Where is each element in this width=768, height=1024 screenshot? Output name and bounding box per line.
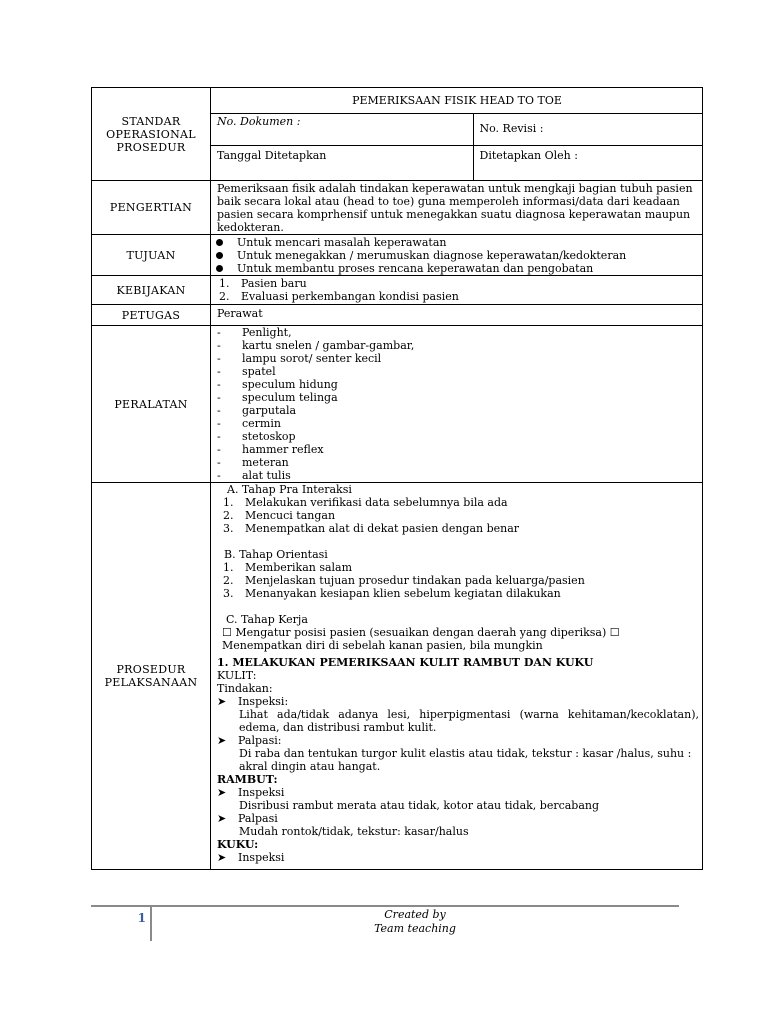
list-item: 1. Pasien baru — [219, 277, 307, 290]
peralatan-label: PERALATAN — [92, 326, 211, 483]
list-item: - speculum telinga — [217, 391, 338, 404]
bullet-icon — [216, 265, 223, 272]
inspeksi-text: Lihat ada/tidak adanya lesi, hiperpigmentasi (warna kehitaman/kecoklatan), edema, dan distribusi rambut kulit. — [239, 708, 699, 734]
document-title: PEMERIKSAAN FISIK HEAD TO TOE — [211, 88, 703, 114]
list-item: 3. Menanyakan kesiapan klien sebelum kegiatan dilakukan — [223, 587, 561, 600]
list-item: 1. Melakukan verifikasi data sebelumnya bila ada — [223, 496, 508, 509]
list-item: - cermin — [217, 417, 281, 430]
list-item: Untuk membantu proses rencana keperawatan dan pengobatan — [211, 262, 698, 275]
sop-label — [92, 88, 211, 181]
tujuan-list — [211, 235, 703, 276]
sop-label-line: PROSEDUR — [116, 140, 186, 154]
sop-table — [91, 87, 703, 870]
pengertian-text: Pemeriksaan fisik adalah tindakan keperawatan untuk mengkaji bagian tubuh pasien baik secara lokal atau (head to toe) guna memperoleh informasi/data dari keadaan pasien secara komprhensif untuk menegakkan suatu diagnosa keperawatan maupun kedokteran. — [211, 181, 703, 235]
list-item: Untuk mencari masalah keperawatan — [211, 236, 698, 249]
kuku-heading: KUKU: — [217, 838, 259, 851]
bullet-icon — [216, 252, 223, 259]
peralatan-list — [211, 326, 703, 483]
list-item: - kartu snelen / gambar-gambar, — [217, 339, 415, 352]
tanggal-ditetapkan: Tanggal Ditetapkan — [211, 146, 473, 180]
stage-c-line: Menempatkan diri di sebelah kanan pasien, bila mungkin — [222, 639, 543, 652]
tindakan-label: Tindakan: — [217, 682, 273, 695]
ditetapkan-oleh: Ditetapkan Oleh : — [479, 149, 578, 162]
list-item: ➤ Inspeksi: — [217, 695, 289, 708]
prosedur-label: PROSEDUR PELAKSANAAN — [92, 483, 211, 870]
stage-c-title: C. Tahap Kerja — [226, 613, 308, 626]
prosedur-content — [211, 483, 703, 870]
list-item: - speculum hidung — [217, 378, 338, 391]
list-item: 2. Evaluasi perkembangan kondisi pasien — [219, 290, 459, 303]
list-item: - spatel — [217, 365, 276, 378]
stage-a-title: A. Tahap Pra Interaksi — [227, 483, 352, 496]
kebijakan-list — [211, 276, 703, 305]
kebijakan-label: KEBIJAKAN — [92, 276, 211, 305]
list-item: - meteran — [217, 456, 289, 469]
list-item: - garputala — [217, 404, 297, 417]
list-item: 1. Memberikan salam — [223, 561, 353, 574]
footer-vertical-bar — [150, 907, 152, 941]
bullet-icon — [216, 239, 223, 246]
pengertian-label: PENGERTIAN — [92, 181, 211, 235]
sop-label-line: STANDAR — [121, 114, 181, 128]
footer-credit: Created by Team teaching — [374, 908, 456, 935]
sop-label-line: OPERASIONAL — [106, 127, 196, 141]
list-item: ➤ Inspeksi — [217, 851, 285, 864]
rambut-inspeksi-text: Disribusi rambut merata atau tidak, kotor atau tidak, bercabang — [239, 799, 600, 812]
stage-b-title: B. Tahap Orientasi — [224, 548, 328, 561]
page-number: 1 — [137, 911, 146, 925]
list-item: - alat tulis — [217, 469, 291, 482]
petugas-label: PETUGAS — [92, 305, 211, 326]
list-item: Untuk menegakkan / merumuskan diagnose keperawatan/kedokteran — [211, 249, 698, 262]
section-heading: 1. MELAKUKAN PEMERIKSAAN KULIT RAMBUT DAN KUKU — [217, 656, 594, 669]
list-item: ➤ Palpasi — [217, 812, 278, 825]
list-item: 3. Menempatkan alat di dekat pasien dengan benar — [223, 522, 520, 535]
stage-c-line: ☐ Mengatur posisi pasien (sesuaikan dengan daerah yang diperiksa) ☐ — [222, 626, 620, 639]
list-item: - stetoskop — [217, 430, 296, 443]
list-item: - hammer reflex — [217, 443, 324, 456]
list-item: 2. Mencuci tangan — [223, 509, 336, 522]
no-dokumen: No. Dokumen : — [211, 114, 473, 146]
rambut-palpasi-text: Mudah rontok/tidak, tekstur: kasar/halus — [239, 825, 469, 838]
list-item: - lampu sorot/ senter kecil — [217, 352, 382, 365]
list-item: ➤ Palpasi: — [217, 734, 282, 747]
no-revisi: No. Revisi : — [473, 114, 703, 146]
kulit-heading: KULIT: — [217, 669, 257, 682]
palpasi-text: Di raba dan tentukan turgor kulit elastis atau tidak, tekstur : kasar /halus, suhu : akral dingin atau hangat. — [239, 747, 692, 773]
header-cell — [211, 88, 703, 181]
tujuan-label: TUJUAN — [92, 235, 211, 276]
footer-divider — [91, 905, 679, 907]
list-item: 2. Menjelaskan tujuan prosedur tindakan pada keluarga/pasien — [223, 574, 585, 587]
list-item: - Penlight, — [217, 326, 292, 339]
rambut-heading: RAMBUT: — [217, 773, 278, 786]
header-inner-table — [211, 88, 703, 180]
petugas-value: Perawat — [211, 305, 703, 326]
list-item: ➤ Inspeksi — [217, 786, 285, 799]
